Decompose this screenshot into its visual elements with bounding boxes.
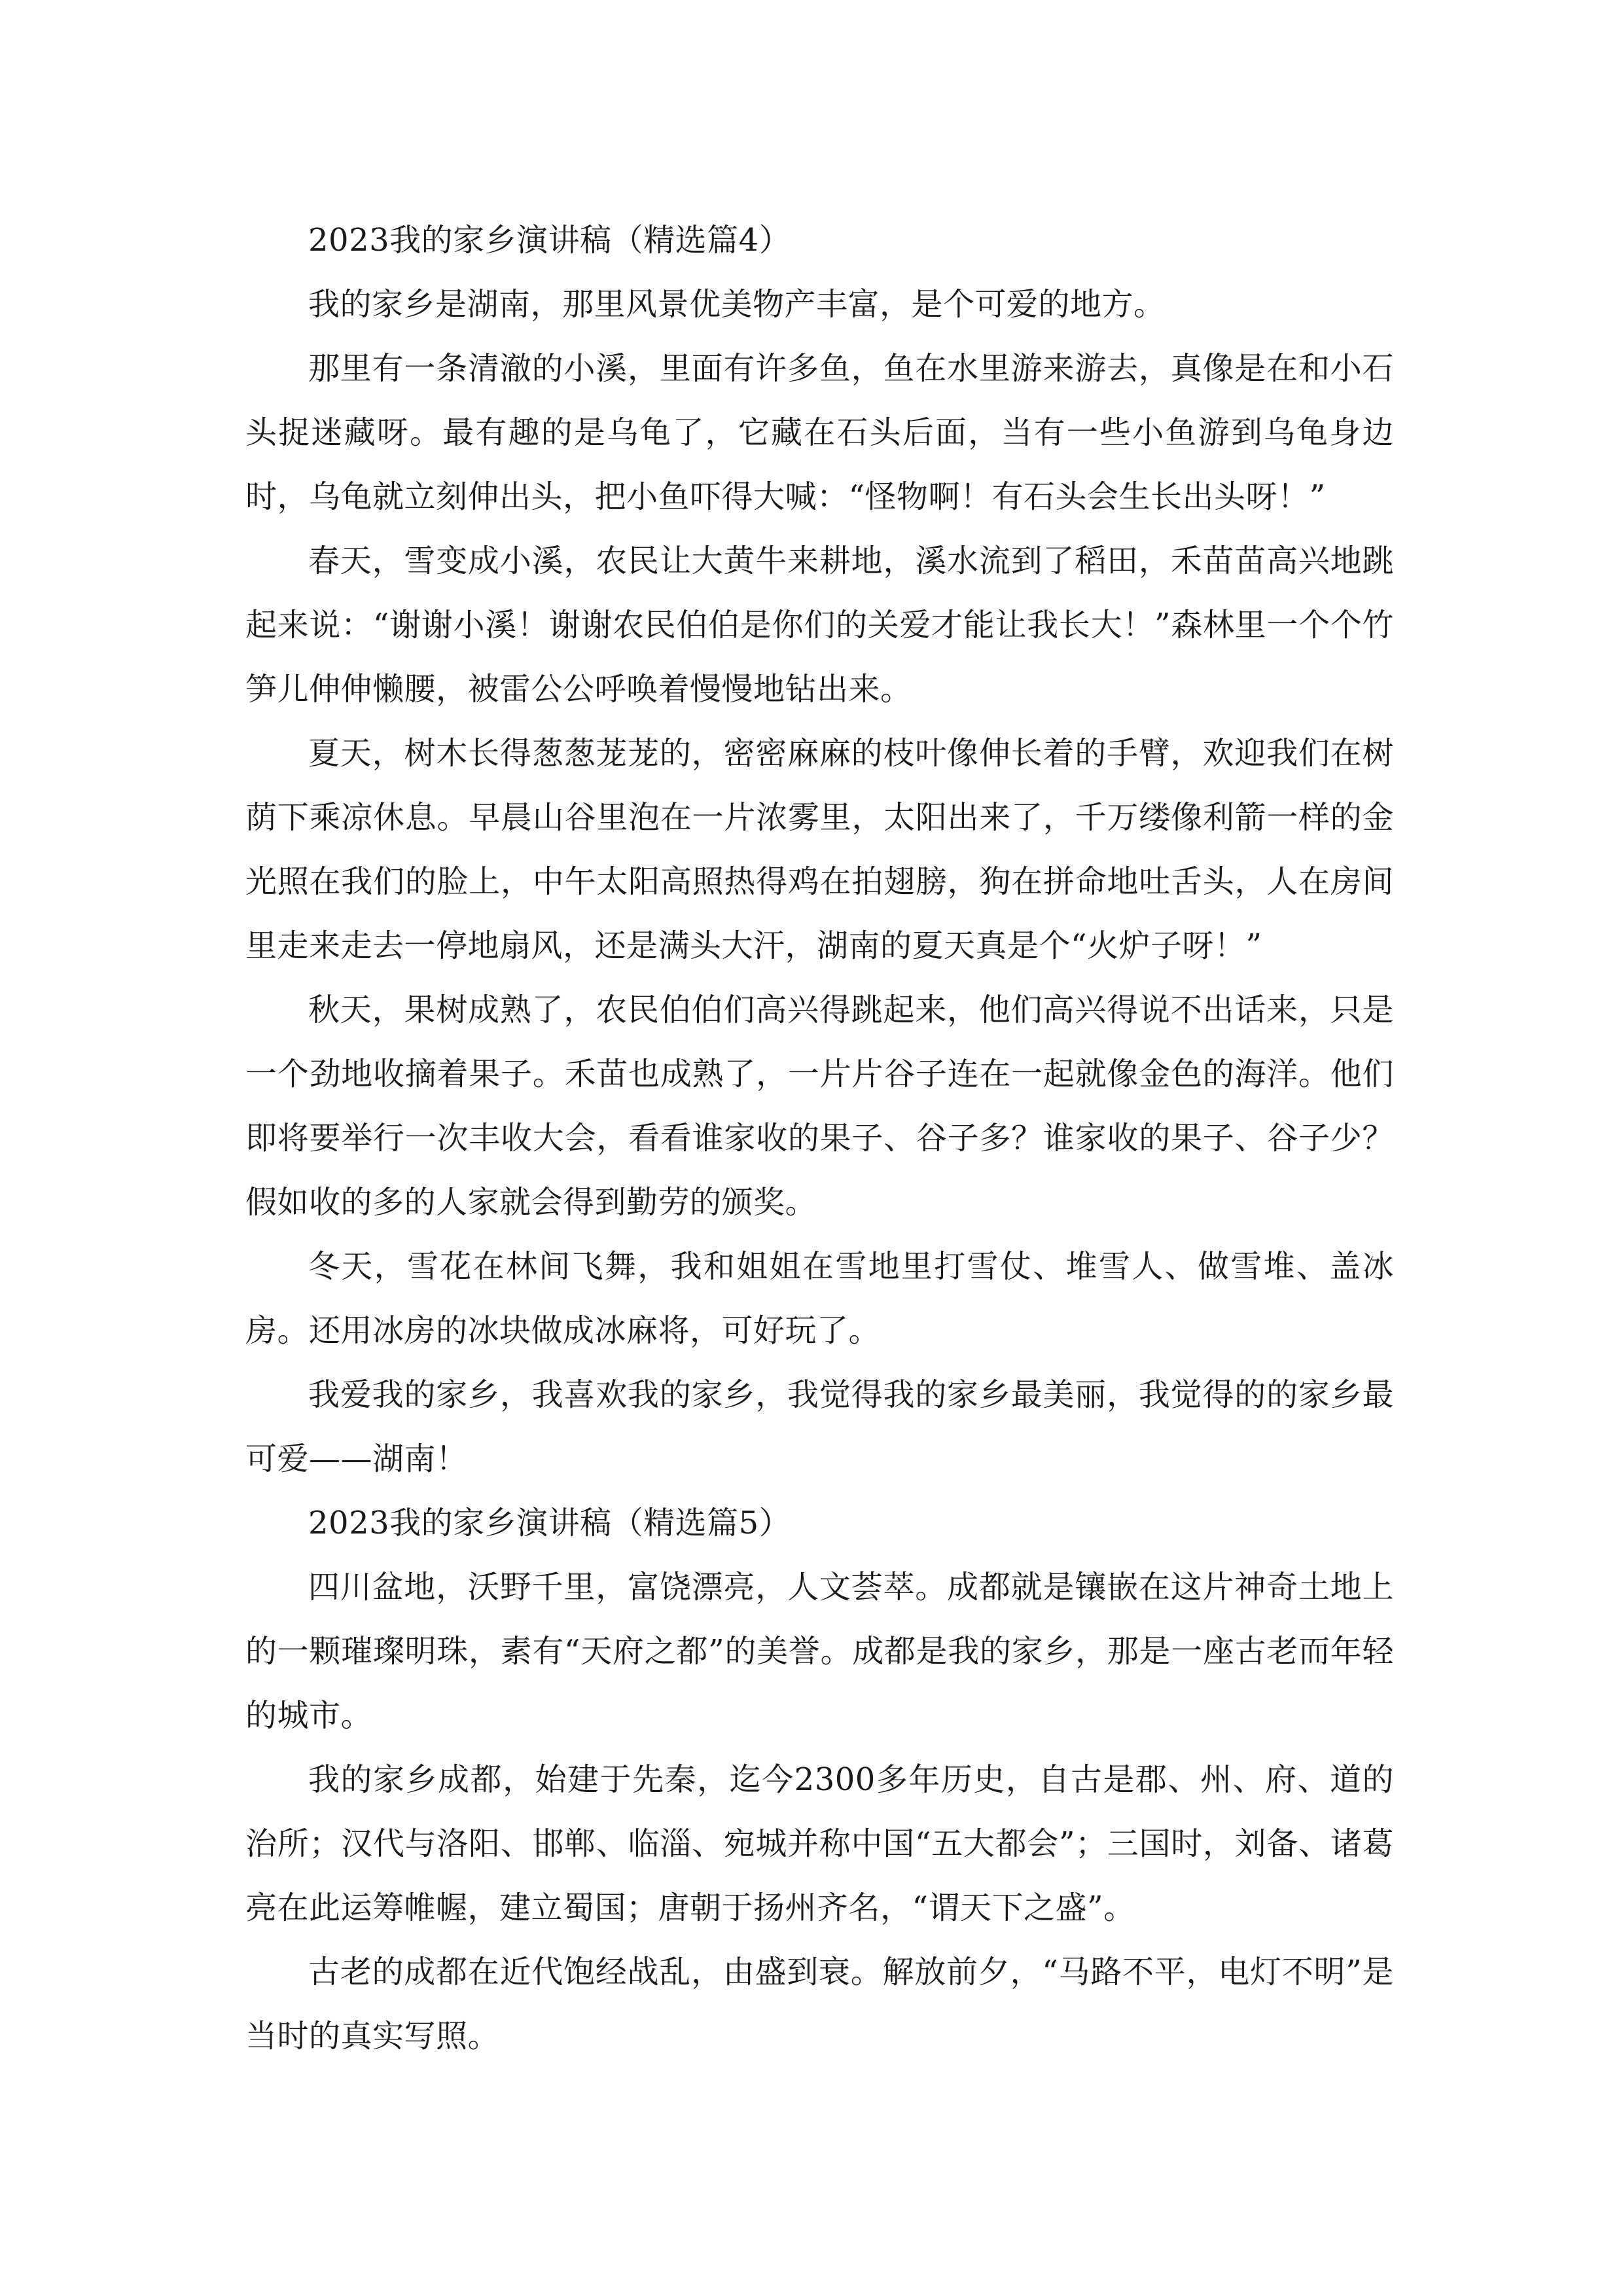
document-body xyxy=(245,208,1394,2068)
paragraph: 我爱我的家乡，我喜欢我的家乡，我觉得我的家乡最美丽，我觉得的的家乡最可爱——湖南！ xyxy=(245,1376,1394,1477)
section-heading-4: 2023我的家乡演讲稿（精选篇4） xyxy=(308,222,791,259)
paragraph: 四川盆地，沃野千里，富饶漂亮，人文荟萃。成都就是镶嵌在这片神奇土地上的一颗璀璨明珠，素有“天府之都”的美誉。成都是我的家乡，那是一座古老而年轻的城市。 xyxy=(245,1569,1394,1734)
paragraph: 秋天，果树成熟了，农民伯伯们高兴得跳起来，他们高兴得说不出话来，只是一个劲地收摘着果子。禾苗也成熟了，一片片谷子连在一起就像金色的海洋。他们即将要举行一次丰收大会，看看谁家收的果子、谷子多？谁家收的果子、谷子少？假如收的多的人家就会得到勤劳的颁奖。 xyxy=(245,992,1394,1221)
paragraph: 夏天，树木长得葱葱茏茏的，密密麻麻的枝叶像伸长着的手臂，欢迎我们在树荫下乘凉休息。早晨山谷里泡在一片浓雾里，太阳出来了，千万缕像利箭一样的金光照在我们的脸上，中午太阳高照热得鸡在拍翅膀，狗在拼命地吐舌头，人在房间里走来走去一停地扇风，还是满头大汗，湖南的夏天真是个“火炉子呀！” xyxy=(245,735,1394,964)
paragraph: 那里有一条清澈的小溪，里面有许多鱼，鱼在水里游来游去，真像是在和小石头捉迷藏呀。最有趣的是乌龟了，它藏在石头后面，当有一些小鱼游到乌龟身边时，乌龟就立刻伸出头，把小鱼吓得大喊：“怪物啊！有石头会生长出头呀！” xyxy=(245,350,1394,515)
section-heading-5: 2023我的家乡演讲稿（精选篇5） xyxy=(308,1505,791,1541)
paragraph: 我的家乡成都，始建于先秦，迄今2300多年历史，自古是郡、州、府、道的治所；汉代与洛阳、邯郸、临淄、宛城并称中国“五大都会”；三国时，刘备、诸葛亮在此运筹帷幄，建立蜀国；唐朝于扬州齐名，“谓天下之盛”。 xyxy=(245,1761,1394,1926)
paragraph: 古老的成都在近代饱经战乱，由盛到衰。解放前夕，“马路不平，电灯不明”是当时的真实写照。 xyxy=(245,1954,1394,2054)
paragraph: 我的家乡是湖南，那里风景优美物产丰富，是个可爱的地方。 xyxy=(308,286,1166,323)
paragraph: 冬天，雪花在林间飞舞，我和姐姐在雪地里打雪仗、堆雪人、做雪堆、盖冰房。还用冰房的冰块做成冰麻将，可好玩了。 xyxy=(245,1248,1394,1349)
paragraph: 春天，雪变成小溪，农民让大黄牛来耕地，溪水流到了稻田，禾苗苗高兴地跳起来说：“谢谢小溪！谢谢农民伯伯是你们的关爱才能让我长大！”森林里一个个竹笋儿伸伸懒腰，被雷公公呼唤着慢慢地钻出来。 xyxy=(245,543,1394,708)
